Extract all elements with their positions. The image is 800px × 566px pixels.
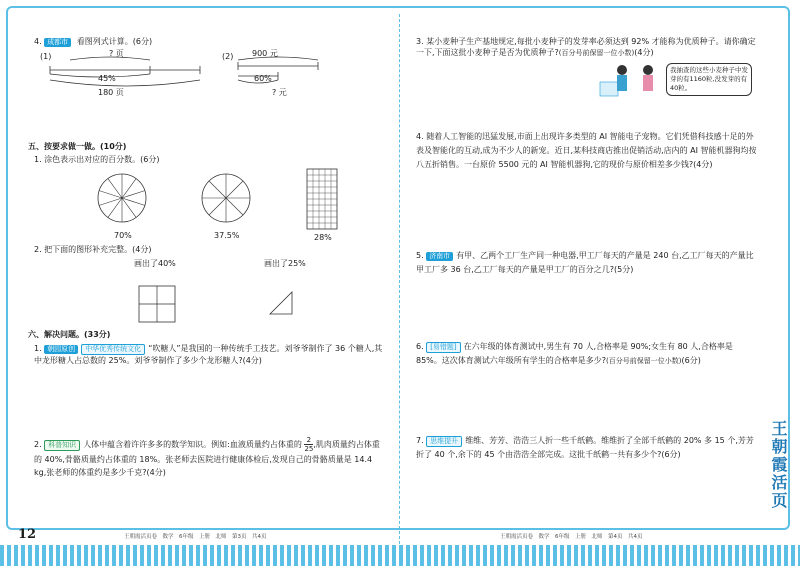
thinking-tag: 思维提升 xyxy=(426,436,462,447)
sec6-q2: 2. 科普知识 人体中蕴含着许许多多的数学知识。例如:血液质量约占体重的 $\frac{2}{25}$ ,肌肉质量约占体重的 40%,骨骼质量约占体重的 18%。张老师去医院进行健康体检后,发现自己的骨骼质量是 14.4 kg,张老师的体重约是多少千克?(4分) xyxy=(34,436,380,477)
part2-top-value: 900 元 xyxy=(252,49,278,58)
right-q3: 3. 某小麦种子生产基地规定,每批小麦种子的发芽率必须达到 92% 才能称为优质种子。请你确定一下,下面这批小麦种子是否为优质种子?(百分号前保留一位小数)(4分) xyxy=(416,37,756,57)
center-divider xyxy=(399,14,400,544)
speech-bubble: 我抽查的这些小麦种子中发芽的有1160粒,没发芽的有40粒。 xyxy=(666,63,752,96)
caption-40: 画出了40% xyxy=(134,259,176,268)
bottom-decorative-strip xyxy=(0,545,800,566)
caption-25: 画出了25% xyxy=(264,259,306,268)
right-q6: 6. [易错题] 在六年级的体育测试中,男生有 70 人,合格率是 90%;女生有 80 人,合格率是 85%。这次体育测试六年级所有学生的合格率是多少?(百分号前保留一位小数)(6分) xyxy=(416,342,733,365)
left-q4-heading: 4. 成都市 看图列式计算。(6分) xyxy=(34,37,153,46)
science-tag: 科普知识 xyxy=(44,440,80,451)
part1-label: (1) xyxy=(40,52,52,61)
segment-diagram-1 xyxy=(40,50,210,96)
grid-figure-100 xyxy=(306,168,338,230)
brand-logo: 王朝霞活页 xyxy=(769,420,788,510)
fig-label-3: 28% xyxy=(314,233,332,242)
jinan-tag: 济南市 xyxy=(426,252,453,261)
right-q4: 4. 随着人工智能的迅猛发展,市面上出现许多类型的 AI 智能电子宠物。它们凭借科技感十足的外表及智能化的互动,成为不少人的新宠。近日,某科技商店推出促销活动,店内的 AI 智能机器狗均按八五折销售。一台原价 5500 元的 AI 智能机器狗,它的现价与原价相差多少钱?(4分) xyxy=(416,132,757,169)
fraction: $\frac{2}{25}$ xyxy=(304,436,314,453)
culture-tag: 中华优秀传统文化 xyxy=(81,344,145,355)
sec5-q2: 2. 把下面的图形补充完整。(4分) xyxy=(34,245,152,254)
part2-bottom-value: ? 元 xyxy=(272,88,287,97)
square-figure xyxy=(138,285,178,325)
section-5-title: 五、按要求做一做。(10分) xyxy=(28,142,127,151)
right-q7: 7. 思维提升 维维、芳芳、浩浩三人折一些千纸鹤。维维折了全部千纸鹤的 20% 多 15 个,芳芳折了 40 个,余下的 45 个由浩浩全部完成。这批千纸鹤一共有多少个?(6分) xyxy=(416,436,754,459)
triangle-figure xyxy=(268,290,296,316)
sec6-q1: 1. 朝园原创 中华优秀传统文化 “吹糖人”是我国的一种传统手工技艺。刘爷爷制作了 36 个糖人,其中龙形糖人占总数的 25%。刘爷爷制作了多少个龙形糖人?(4分) xyxy=(34,344,383,365)
sec5-q1: 1. 涂色表示出对应的百分数。(6分) xyxy=(34,155,160,164)
circle-figure-10 xyxy=(96,172,148,224)
part1-percent: 45% xyxy=(98,74,116,83)
footer-left: 王朝霞活页卷 数学 6年级 上册 北师 第3页 共4页 xyxy=(124,534,267,540)
error-prone-tag: [易错题] xyxy=(426,342,460,353)
illustration-people xyxy=(598,62,668,100)
part2-label: (2) xyxy=(222,52,234,61)
fig-label-1: 70% xyxy=(114,231,132,240)
section-6-title: 六、解决问题。(33分) xyxy=(28,330,111,339)
right-q5: 5. 济南市 有甲、乙两个工厂生产同一种电器,甲工厂每天的产量是 240 台,乙工厂每天的产量比甲工厂多 36 台,乙工厂每天的产量是甲工厂的百分之几?(5分) xyxy=(416,251,754,274)
part1-bottom-value: 180 页 xyxy=(98,88,124,97)
footer-right: 王朝霞活页卷 数学 6年级 上册 北师 第4页 共4页 xyxy=(500,534,643,540)
page-number: 12 xyxy=(18,527,37,542)
circle-figure-8 xyxy=(200,172,252,224)
fig-label-2: 37.5% xyxy=(214,231,240,240)
part2-percent: 60% xyxy=(254,74,272,83)
region-tag: 成都市 xyxy=(44,38,71,47)
part1-top-value: ? 页 xyxy=(109,49,124,58)
original-tag: 朝园原创 xyxy=(44,345,78,354)
